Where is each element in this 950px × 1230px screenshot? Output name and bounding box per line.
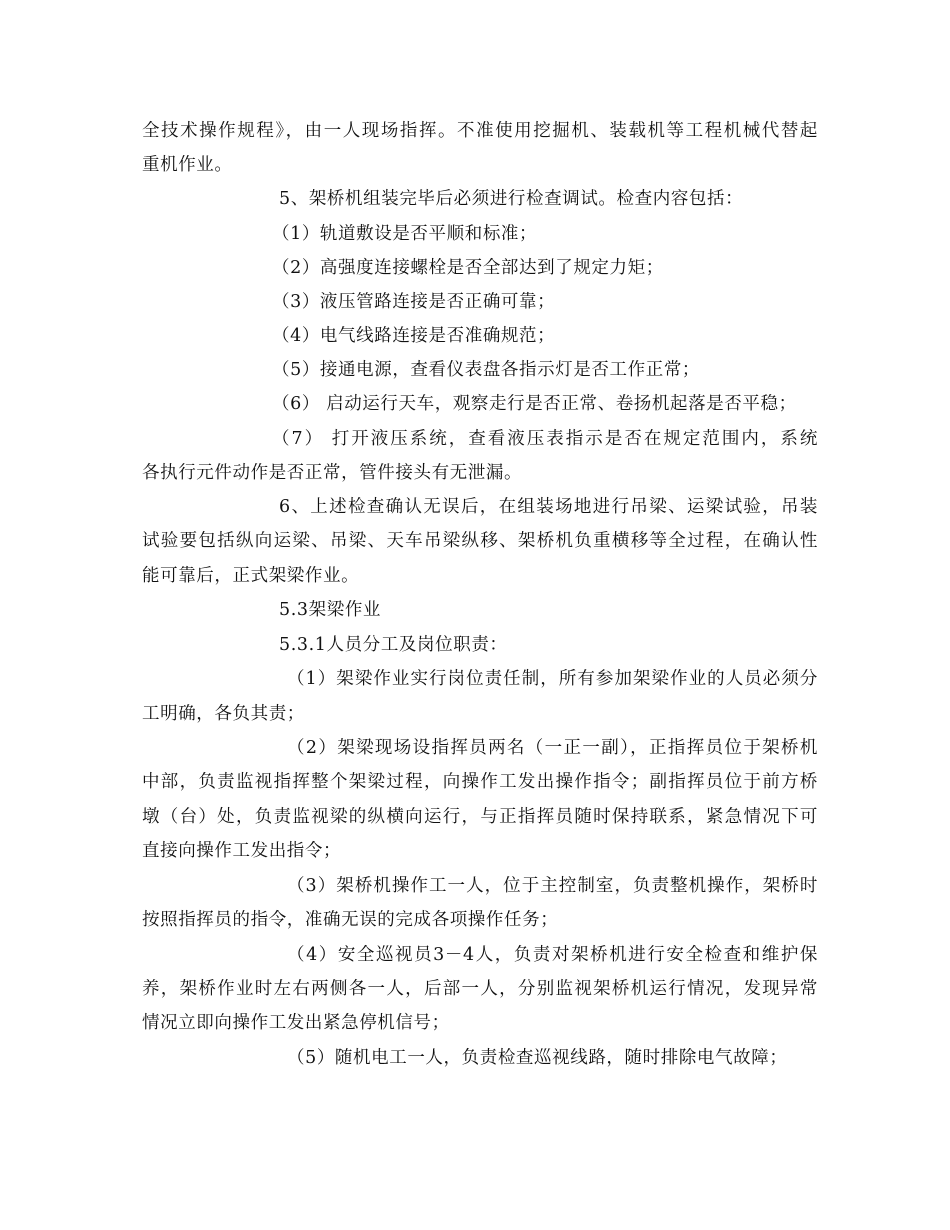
- check-item-1: （1）轨道敷设是否平顺和标准；: [272, 224, 538, 244]
- duty-item-1: （1）架梁作业实行岗位责任制，所有参加架梁作业的人员必须分: [287, 669, 818, 689]
- text-line: 工明确，各负其责；: [142, 704, 305, 724]
- check-item-3: （3）液压管路连接是否正确可靠；: [272, 292, 556, 312]
- text-line: 各执行元件动作是否正常，管件接头有无泄漏。: [142, 463, 523, 483]
- text-line: 试验要包括纵向运梁、吊梁、天车吊梁纵移、架桥机负重横移等全过程，在确认性: [142, 531, 818, 551]
- section-item-5: 5、架桥机组装完毕后必须进行检查调试。检查内容包括：: [279, 189, 744, 209]
- text-line: 重机作业。: [142, 155, 233, 175]
- check-item-2: （2）高强度连接螺栓是否全部达到了规定力矩；: [272, 258, 664, 278]
- section-item-6: 6、上述检查确认无误后，在组装场地进行吊梁、运梁试验，吊装: [279, 497, 818, 517]
- check-item-7: （7） 打开液压系统，查看液压表指示是否在规定范围内，系统: [272, 429, 818, 449]
- check-item-4: （4）电气线路连接是否准确规范；: [272, 326, 556, 346]
- duty-item-3: （3）架桥机操作工一人，位于主控制室，负责整机操作，架桥时: [287, 876, 818, 896]
- text-line: 能可靠后，正式架梁作业。: [142, 566, 360, 586]
- text-line: 墩（台）处，负责监视梁的纵横向运行，与正指挥员随时保持联系，紧急情况下可: [142, 807, 818, 827]
- check-item-6: （6） 启动运行天车，观察走行是否正常、卷扬机起落是否平稳；: [272, 394, 797, 414]
- text-line: 按照指挥员的指令，准确无误的完成各项操作任务；: [142, 910, 559, 930]
- text-line: 情况立即向操作工发出紧急停机信号；: [142, 1013, 450, 1033]
- duty-item-2: （2）架梁现场设指挥员两名（一正一副），正指挥员位于架桥机: [287, 738, 818, 758]
- text-line: 中部，负责监视指挥整个架梁过程，向操作工发出操作指令；副指挥员位于前方桥: [142, 772, 818, 792]
- section-heading-5-3-1: 5.3.1人员分工及岗位职责：: [279, 635, 508, 655]
- text-line: 养，架桥作业时左右两侧各一人，后部一人，分别监视架桥机运行情况，发现异常: [142, 979, 818, 999]
- text-line: 全技术操作规程》，由一人现场指挥。不准使用挖掘机、装载机等工程机械代替起: [142, 121, 818, 141]
- section-heading-5-3: 5.3架梁作业: [279, 600, 382, 620]
- text-line: 直接向操作工发出指令；: [142, 841, 342, 861]
- duty-item-4: （4）安全巡视员3－4人，负责对架桥机进行安全检查和维护保: [287, 945, 818, 965]
- check-item-5: （5）接通电源，查看仪表盘各指示灯是否工作正常；: [272, 360, 701, 380]
- duty-item-5: （5）随机电工一人，负责检查巡视线路，随时排除电气故障；: [287, 1048, 788, 1068]
